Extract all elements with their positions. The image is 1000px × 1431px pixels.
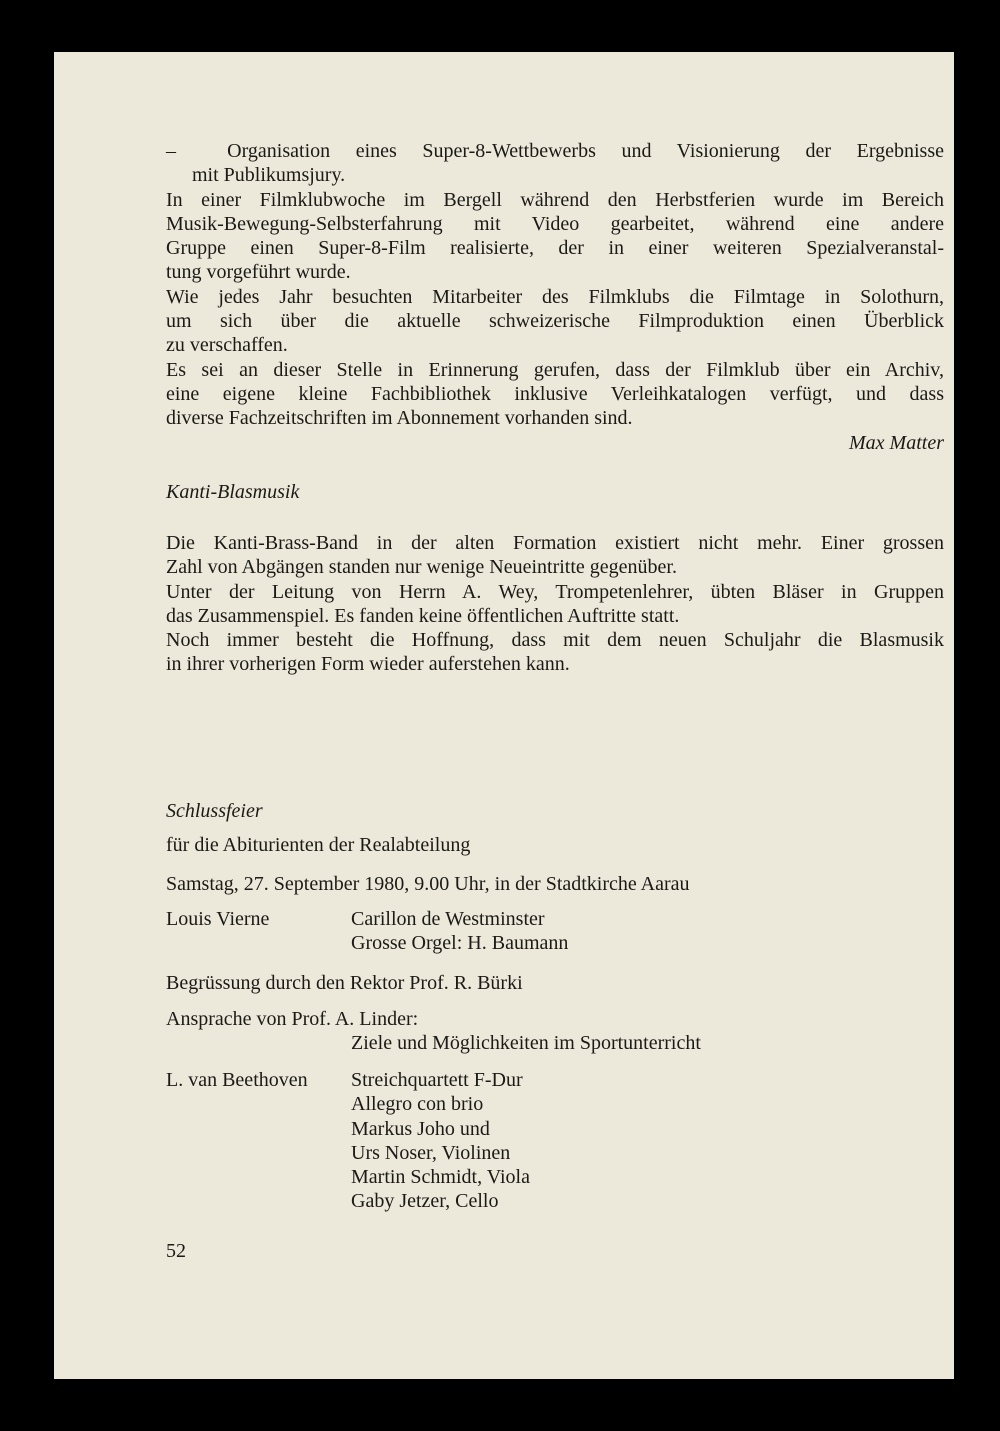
program-line: Ziele und Möglichkeiten im Sportunterricht (351, 1032, 701, 1054)
program-details (351, 1068, 530, 1214)
text-line: Musik-Bewegung-Selbsterfahrung mit Video gearbeitet, während eine andere (166, 212, 944, 235)
program-line: Urs Noser, Violinen (351, 1141, 511, 1164)
text-line: Die Kanti-Brass-Band in der alten Formation existiert nicht mehr. Einer grossen (166, 532, 944, 554)
text-line: tung vorgeführt wurde. (166, 261, 351, 284)
text-line: diverse Fachzeitschriften im Abonnement vorhanden sind. (166, 407, 633, 430)
program-line: Streichquartett F-Dur (351, 1069, 523, 1091)
signature: Max Matter (849, 431, 944, 454)
program-line: Allegro con brio (351, 1093, 484, 1116)
text-line: Noch immer besteht die Hoffnung, dass mit dem neuen Schuljahr die Blasmusik (166, 629, 944, 652)
text-line: Es sei an dieser Stelle in Erinnerung gerufen, dass der Filmklub über ein Archiv, (166, 358, 944, 381)
list-dash: – (166, 140, 176, 162)
program-line: Grosse Orgel: H. Baumann (351, 932, 569, 955)
program-performer: Ansprache von Prof. A. Linder: (166, 1008, 419, 1030)
program-details (351, 1031, 701, 1055)
program-item: Begrüssung durch den Rektor Prof. R. Bürki (166, 972, 523, 994)
text-line: In einer Filmklubwoche im Bergell während den Herbstferien wurde im Bereich (166, 188, 944, 211)
text-line: eine eigene kleine Fachbibliothek inklusive Verleihkatalogen verfügt, und dass (166, 382, 944, 405)
text-line: in ihrer vorherigen Form wieder auferstehen kann. (166, 653, 570, 676)
text-line: zu verschaffen. (166, 334, 288, 357)
document-page (54, 52, 954, 1379)
program-line: Carillon de Westminster (351, 908, 545, 930)
text-line: Wie jedes Jahr besuchten Mitarbeiter des Filmklubs die Filmtage in Solothurn, (166, 285, 944, 308)
section-heading: Kanti-Blasmusik (166, 481, 300, 503)
program-line: Gaby Jetzer, Cello (351, 1190, 499, 1213)
subtitle: für die Abiturienten der Realabteilung (166, 834, 471, 856)
blasmusik-text (166, 531, 944, 677)
section-heading: Schlussfeier (166, 800, 263, 822)
text-line: mit Publikumsjury. (192, 164, 346, 187)
text-line: Gruppe einen Super-8-Film realisierte, der in einer weiteren Spezialveranstal- (166, 237, 944, 260)
program-performer: L. van Beethoven (166, 1069, 308, 1091)
text-line: Organisation eines Super-8-Wettbewerbs und Visionierung der Ergebnisse (227, 140, 944, 162)
text-line: Zahl von Abgängen standen nur wenige Neueintritte gegenüber. (166, 556, 677, 579)
text-line: Unter der Leitung von Herrn A. Wey, Trompetenlehrer, übten Bläser in Gruppen (166, 580, 944, 603)
event-date: Samstag, 27. September 1980, 9.00 Uhr, in der Stadtkirche Aarau (166, 873, 690, 895)
program-details (351, 907, 568, 956)
filmklub-text (166, 139, 944, 455)
text-line: das Zusammenspiel. Es fanden keine öffentlichen Auftritte statt. (166, 604, 680, 627)
text-line: um sich über die aktuelle schweizerische Filmproduktion einen Überblick (166, 310, 944, 333)
program-performer: Louis Vierne (166, 908, 270, 930)
program-line: Martin Schmidt, Viola (351, 1166, 530, 1189)
program-line: Markus Joho und (351, 1117, 490, 1140)
list-item (166, 139, 944, 163)
page-number: 52 (166, 1240, 186, 1262)
